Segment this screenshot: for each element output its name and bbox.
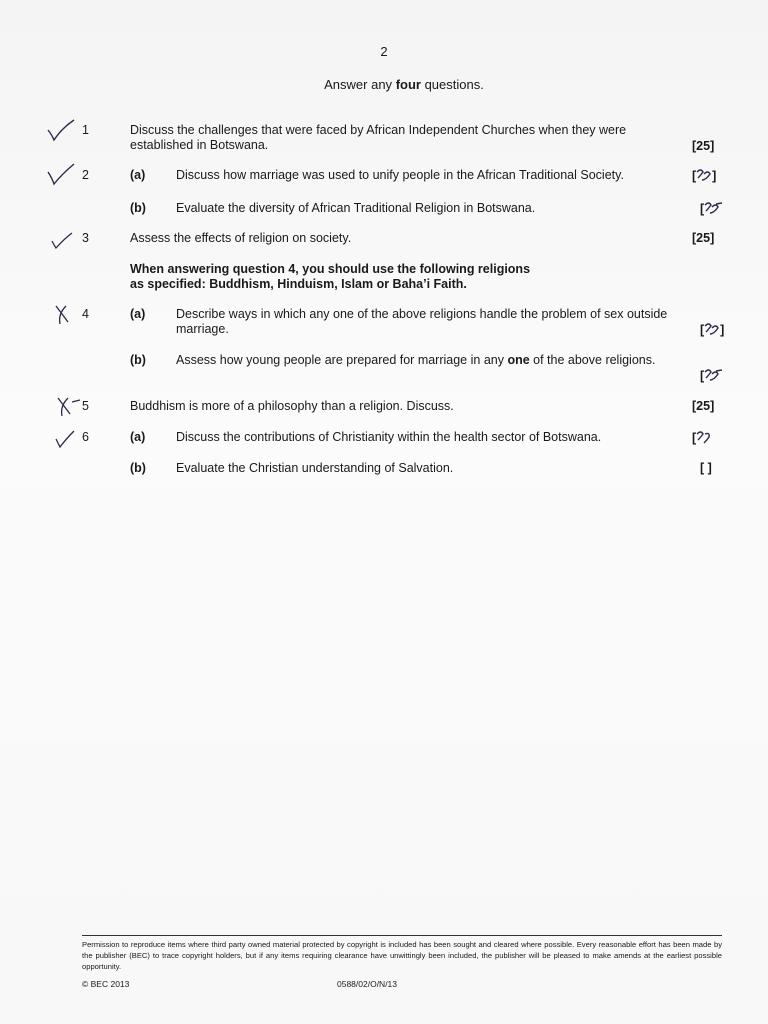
question-number: 4 <box>82 307 89 321</box>
subquestion-text: Describe ways in which any one of the above religions handle the problem of sex outside marriage. <box>176 307 668 336</box>
instructions-emphasis: four <box>395 77 421 92</box>
subquestion-label: (b) <box>130 461 146 475</box>
handwritten-tick-icon <box>44 227 78 253</box>
subquestion-label: (a) <box>130 168 146 182</box>
handwritten-marks-icon: [ <box>700 201 722 216</box>
question-number: 3 <box>82 231 89 245</box>
question-number: 5 <box>82 399 89 413</box>
question-number: 6 <box>82 430 89 444</box>
subquestion-text: Discuss how marriage was used to unify people in the African Traditional Society. <box>176 168 624 182</box>
question-marks: [25] <box>692 231 715 245</box>
subquestion-text: Discuss the contributions of Christianity within the health sector of Botswana. <box>176 430 602 444</box>
subquestion-label: (a) <box>130 430 146 444</box>
instructions: Answer any four questions. <box>324 77 484 92</box>
question-number: 2 <box>82 168 89 182</box>
subquestion-text: Evaluate the Christian understanding of Salvation. <box>176 461 454 475</box>
handwritten-marks-icon: [ ] <box>700 323 725 337</box>
handwritten-marks-icon: [ <box>692 430 712 445</box>
handwritten-marks-icon: [ ] <box>692 169 717 183</box>
handwritten-cross-icon <box>48 302 82 328</box>
question-number: 1 <box>82 123 89 137</box>
footer-divider <box>82 935 722 936</box>
handwritten-cross-icon <box>50 394 84 420</box>
religion-note: When answering question 4, you should use the following religions as specified: Buddhism, Hinduism, Islam or Baha’i Faith. <box>130 262 531 291</box>
subquestion-label: (b) <box>130 353 146 367</box>
question-text: Discuss the challenges that were faced by African Independent Churches when they were established in Botswana. <box>130 123 627 152</box>
page-number: 2 <box>380 44 388 59</box>
question-marks: [ ] <box>700 461 712 475</box>
question-text: Buddhism is more of a philosophy than a religion. Discuss. <box>130 399 454 413</box>
copyright-notice: © BEC 2013 <box>82 979 130 989</box>
question-marks: [25] <box>692 399 715 413</box>
subquestion-text: Evaluate the diversity of African Traditional Religion in Botswana. <box>176 201 536 215</box>
handwritten-tick-icon <box>44 118 78 144</box>
handwritten-tick-icon <box>44 162 78 188</box>
subquestion-label: (a) <box>130 307 146 321</box>
copyright-permission: Permission to reproduce items where third party owned material protected by copyright is included has been sought and cleared where possible. Every reasonable effort has been made by the publisher (BEC) to trace copyright holders, but if any items requiring clearance have unwittingly been included, the publisher will be pleased to make amends at the earliest possible opportunity. <box>82 940 722 971</box>
handwritten-marks-icon: [ <box>700 368 722 383</box>
subquestion-text: Assess how young people are prepared for marriage in any one of the above religions. <box>176 353 656 367</box>
handwritten-tick-icon <box>44 425 78 451</box>
question-marks: [25] <box>692 139 715 153</box>
subquestion-label: (b) <box>130 201 146 215</box>
question-text: Assess the effects of religion on society. <box>130 231 352 245</box>
paper-code: 0588/02/O/N/13 <box>337 979 398 989</box>
